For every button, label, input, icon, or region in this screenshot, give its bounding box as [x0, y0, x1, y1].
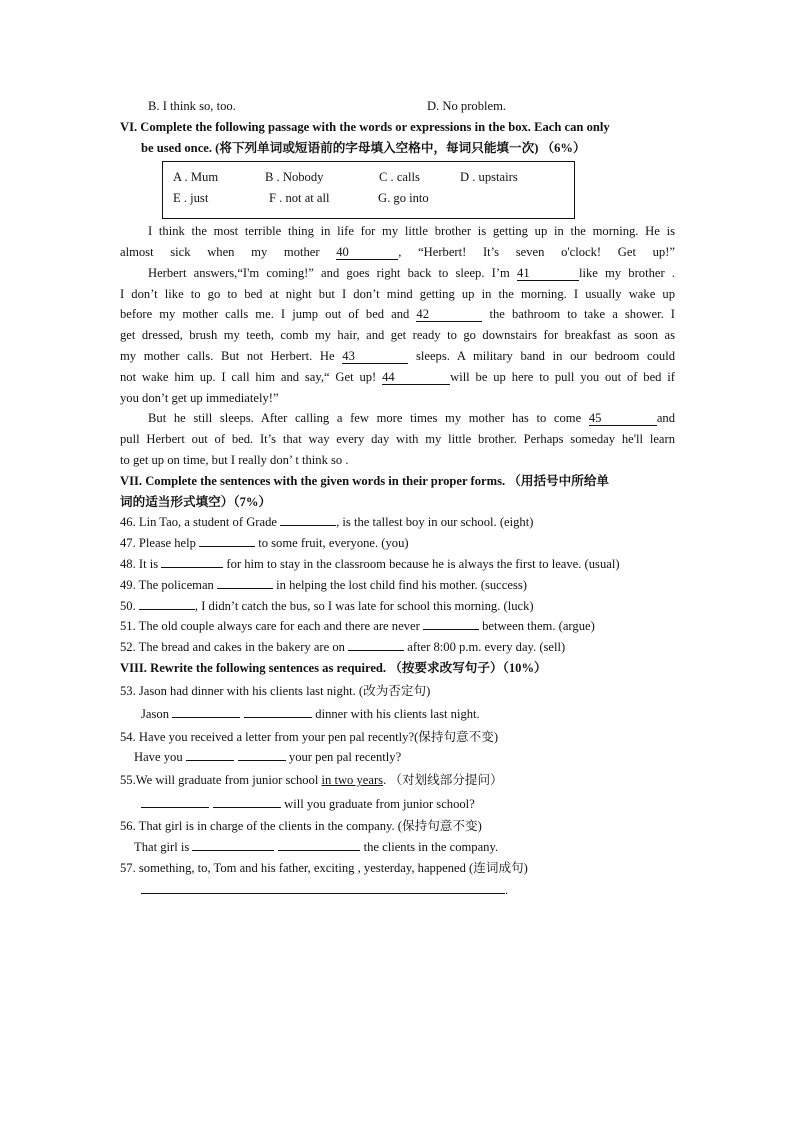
question-54: 54. Have you received a letter from your pen pal recently?(保持句意不变) — [120, 730, 499, 744]
section-6-title-2: be used once. (将下列单词或短语前的字母填入空格中，每词只能填一次) （6%） — [141, 141, 586, 155]
word-option: G. go into — [378, 191, 429, 205]
answer-55: will you graduate from junior school? — [141, 796, 475, 812]
question-50: 50. , I didn’t catch the bus, so I was late for school this morning. (luck) — [120, 599, 534, 613]
answer-blank[interactable] — [423, 629, 479, 630]
answer-53: Jason dinner with his clients last night. — [141, 707, 480, 721]
answer-blank[interactable] — [186, 760, 234, 761]
answer-blank[interactable] — [141, 807, 209, 808]
underlined-phrase: in two years — [321, 773, 384, 787]
word-option: C . calls — [379, 170, 420, 184]
blank-44[interactable]: 44 — [382, 370, 450, 385]
section-8-title: VIII. Rewrite the following sentences as required. （按要求改写句子）（10%） — [120, 661, 547, 675]
answer-blank[interactable] — [213, 807, 281, 808]
question-53: 53. Jason had dinner with his clients last night. (改为否定句) — [120, 684, 431, 698]
answer-blank[interactable] — [192, 850, 274, 851]
answer-blank[interactable] — [348, 650, 404, 651]
blank-42[interactable]: 42 — [416, 307, 482, 322]
answer-blank[interactable] — [161, 567, 223, 568]
word-box — [162, 161, 575, 219]
passage-line: to get up on time, but I really don’ t think so . — [120, 453, 349, 467]
passage-line: before my mother calls me. I jump out of bed and 42 the bathroom to take a shower. I — [120, 307, 675, 321]
word-option: F . not at all — [269, 191, 330, 205]
passage-line: pull Herbert out of bed. It’s that way every day with my little brother. Perhaps someday he'll learn — [120, 432, 675, 446]
passage-line: my mother calls. But not Herbert. He 43 sleeps. A military band in our bedroom could — [120, 349, 675, 363]
passage-line: I don’t like to go to bed at night but I don’t mind getting up in the morning. I usually wake up — [120, 287, 675, 301]
answer-57: . — [141, 882, 508, 898]
question-55: 55.We will graduate from junior school in two years. （对划线部分提问） — [120, 773, 503, 787]
passage-line: you don’t get up immediately!” — [120, 391, 279, 405]
passage-line: But he still sleeps. After calling a few more times my mother has to come 45 and — [148, 411, 675, 425]
answer-54: Have you your pen pal recently? — [134, 750, 402, 764]
blank-40[interactable]: 40 — [336, 245, 398, 260]
question-47: 47. Please help to some fruit, everyone. (you) — [120, 536, 409, 550]
question-56: 56. That girl is in charge of the clients in the company. (保持句意不变) — [120, 819, 482, 833]
answer-blank[interactable] — [141, 893, 505, 894]
section-6-title: VI. Complete the following passage with the words or expressions in the box. Each can only — [120, 120, 610, 134]
word-option: B . Nobody — [265, 170, 324, 184]
blank-45[interactable]: 45 — [589, 411, 657, 426]
answer-blank[interactable] — [217, 588, 273, 589]
question-57: 57. something, to, Tom and his father, exciting , yesterday, happened (连词成句) — [120, 861, 528, 875]
answer-56: That girl is the clients in the company. — [134, 840, 499, 854]
blank-41[interactable]: 41 — [517, 266, 579, 281]
blank-43[interactable]: 43 — [342, 349, 408, 364]
question-49: 49. The policeman in helping the lost child find his mother. (success) — [120, 578, 527, 592]
word-option: E . just — [173, 191, 209, 205]
word-option: A . Mum — [173, 170, 219, 184]
answer-blank[interactable] — [172, 717, 240, 718]
option-d-line: D. No problem. — [427, 99, 507, 113]
question-46: 46. Lin Tao, a student of Grade , is the tallest boy in our school. (eight) — [120, 515, 534, 529]
section-7-title-2: 词的适当形式填空）（7%） — [120, 495, 272, 509]
answer-blank[interactable] — [238, 760, 286, 761]
passage-line: I think the most terrible thing in life for my little brother is getting up in the morning. He is — [148, 224, 675, 238]
answer-blank[interactable] — [278, 850, 360, 851]
passage-line: not wake him up. I call him and say,“ Get up! 44 will be up here to pull you out of bed if — [120, 370, 675, 384]
word-option: D . upstairs — [460, 170, 518, 184]
section-7-title: VII. Complete the sentences with the given words in their proper forms. （用括号中所给单 — [120, 474, 610, 488]
question-51: 51. The old couple always care for each and there are never between them. (argue) — [120, 619, 595, 633]
answer-blank[interactable] — [244, 717, 312, 718]
answer-blank[interactable] — [280, 525, 336, 526]
answer-blank[interactable] — [139, 609, 195, 610]
question-48: 48. It is for him to stay in the classroom because he is always the first to leave. (usual) — [120, 557, 620, 571]
answer-blank[interactable] — [199, 546, 255, 547]
question-52: 52. The bread and cakes in the bakery are on after 8:00 p.m. every day. (sell) — [120, 640, 566, 654]
passage-line: Herbert answers,“I'm coming!” and goes right back to sleep. I’m 41 like my brother . — [148, 266, 675, 280]
option-b-line: B. I think so, too. — [148, 99, 236, 113]
passage-line: almost sick when my mother 40 , “Herbert! It’s seven o'clock! Get up!” — [120, 245, 676, 259]
passage-line: get dressed, brush my teeth, comb my hair, and get ready to go downstairs for breakfast as soon as — [120, 328, 675, 342]
